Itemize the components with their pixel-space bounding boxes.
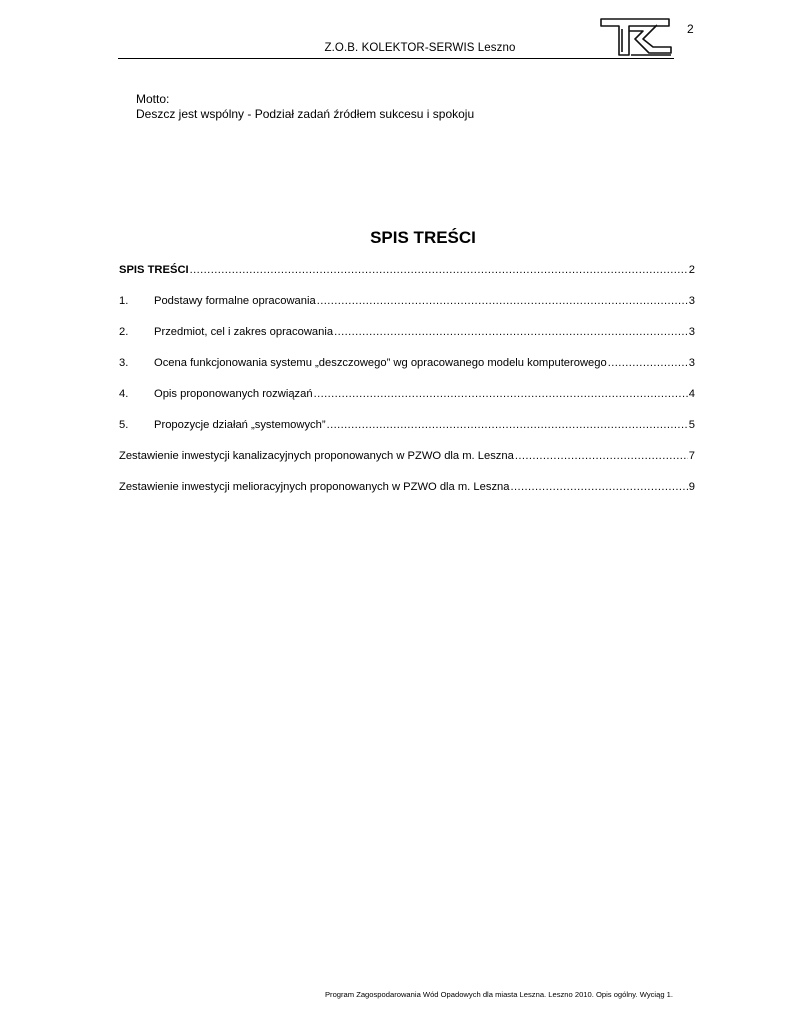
- toc-leader-dots: [510, 481, 687, 493]
- toc-entry-title: Opis proponowanych rozwiązań: [154, 388, 313, 400]
- toc-entry-title: Przedmiot, cel i zakres opracowania: [154, 326, 334, 338]
- company-logo-icon: [599, 17, 673, 57]
- toc-entry-title: Ocena funkcjonowania systemu „deszczowego” wg opracowanego modelu komputerowego: [154, 357, 607, 369]
- toc-entry[interactable]: [119, 295, 695, 311]
- toc-entry-page: 5: [688, 419, 695, 431]
- toc-entry-page: 4: [688, 388, 695, 400]
- header-rule: [118, 58, 674, 59]
- toc-entry[interactable]: [119, 481, 695, 497]
- toc-entry-title: Zestawienie inwestycji kanalizacyjnych proponowanych w PZWO dla m. Leszna: [119, 450, 514, 462]
- header-company-name: Z.O.B. KOLEKTOR-SERWIS Leszno: [324, 42, 516, 54]
- toc-leader-dots: [608, 357, 688, 369]
- toc-entry[interactable]: [119, 357, 695, 373]
- toc-leader-dots: [327, 419, 688, 431]
- toc-heading: SPIS TREŚCI: [370, 228, 476, 247]
- toc-leader-dots: [317, 295, 688, 307]
- toc-leader-dots: [334, 326, 688, 338]
- page-number: 2: [687, 22, 694, 36]
- page-footer: Program Zagospodarowania Wód Opadowych dla miasta Leszna. Leszno 2010. Opis ogólny. Wyciąg 1.: [324, 990, 673, 999]
- toc-entry[interactable]: [119, 388, 695, 404]
- toc-entry-page: 3: [688, 357, 695, 369]
- toc-entry-title: Propozycje działań „systemowych”: [154, 419, 326, 431]
- toc-entry[interactable]: [119, 450, 695, 466]
- toc-entry[interactable]: [119, 326, 695, 342]
- toc-entry-number: 4.: [119, 388, 129, 400]
- toc-entry-title: SPIS TREŚCI: [119, 264, 189, 276]
- toc-entry-page: 2: [688, 264, 695, 276]
- toc-leader-dots: [314, 388, 688, 400]
- toc-entry-page: 9: [688, 481, 695, 493]
- motto: [136, 92, 474, 122]
- toc-entry-page: 3: [688, 326, 695, 338]
- toc-entry-number: 3.: [119, 357, 129, 369]
- toc-leader-dots: [515, 450, 688, 462]
- toc-entry-page: 7: [688, 450, 695, 462]
- toc-entry-title: Zestawienie inwestycji melioracyjnych proponowanych w PZWO dla m. Leszna: [119, 481, 510, 493]
- toc-entry[interactable]: [119, 419, 695, 435]
- motto-text: Deszcz jest wspólny - Podział zadań źródłem sukcesu i spokoju: [136, 107, 475, 121]
- toc-entry-number: 5.: [119, 419, 129, 431]
- toc-entry-page: 3: [688, 295, 695, 307]
- toc-entry-number: 1.: [119, 295, 129, 307]
- motto-label: Motto:: [136, 92, 170, 106]
- toc-entry-title: Podstawy formalne opracowania: [154, 295, 316, 307]
- toc-entry-number: 2.: [119, 326, 129, 338]
- toc-leader-dots: [190, 264, 688, 276]
- toc-entry[interactable]: [119, 264, 695, 280]
